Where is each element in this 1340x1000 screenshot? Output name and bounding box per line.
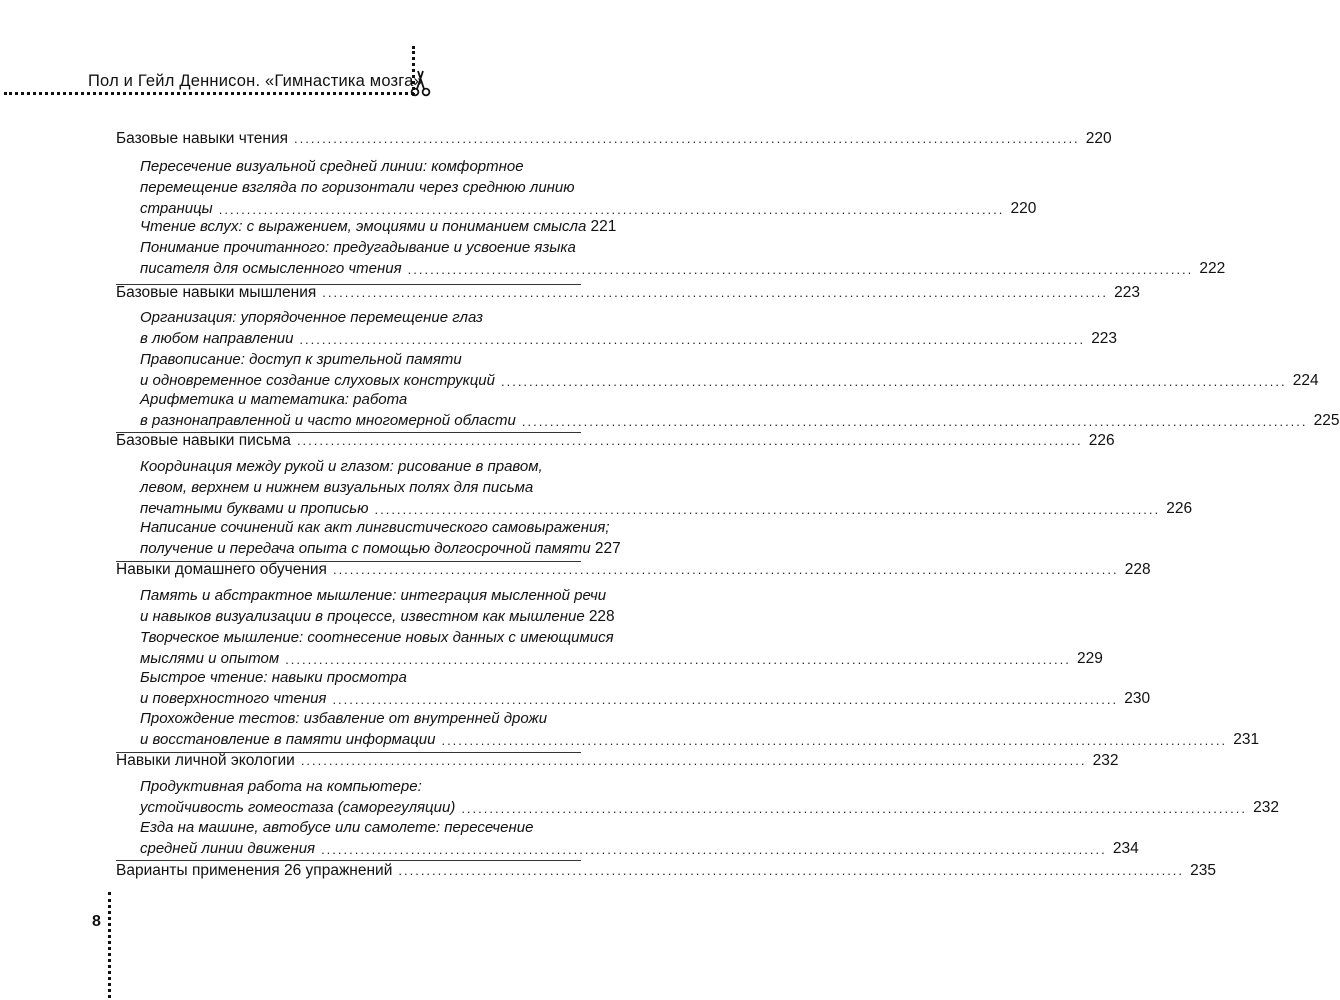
toc-entry-text: писателя для осмысленного чтения — [140, 260, 402, 277]
toc-section-title: Варианты применения 26 упражнений — [116, 862, 393, 879]
toc-entry-text: печатными буквами и прописью — [140, 500, 369, 517]
section-divider — [116, 860, 581, 861]
toc-entry-text: страницы — [140, 200, 213, 217]
toc-page-number: 221 — [590, 218, 617, 235]
toc-page-number: 234 — [1112, 840, 1139, 857]
running-header: Пол и Гейл Деннисон. «Гимнастика мозга» — [88, 72, 423, 90]
toc-entry-line: Езда на машине, автобусе или самолете: пересечение — [140, 819, 534, 836]
toc-page-number: 220 — [1010, 200, 1037, 217]
toc-page-number: 222 — [1199, 260, 1226, 277]
toc-entry-text: и одновременное создание слуховых конструкций — [140, 372, 495, 389]
toc-entry-line: Пересечение визуальной средней линии: комфортное — [140, 158, 524, 175]
toc-entry[interactable] — [140, 627, 1103, 669]
toc-entry-line: Быстрое чтение: навыки просмотра — [140, 669, 407, 686]
toc-entry[interactable] — [140, 585, 615, 627]
toc-entry-line: Прохождение тестов: избавление от внутренней дрожи — [140, 710, 548, 727]
toc-section-title: Базовые навыки письма — [116, 432, 291, 449]
toc-page-number: 230 — [1124, 690, 1151, 707]
toc-entry[interactable] — [140, 667, 1151, 709]
toc-entry[interactable] — [140, 216, 617, 237]
toc-section-title: Базовые навыки мышления — [116, 284, 317, 301]
toc-section-reading[interactable] — [116, 130, 1112, 148]
toc-page-number: 224 — [1292, 372, 1319, 389]
toc-entry-text: и восстановление в памяти информации — [140, 731, 436, 748]
toc-page-number: 226 — [1088, 432, 1115, 449]
toc-entry-text: Чтение вслух: с выражением, эмоциями и пониманием смысла — [140, 218, 587, 235]
toc-page-number: 228 — [588, 608, 615, 625]
toc-entry-text: и навыков визуализации в процессе, известном как мышление — [140, 608, 585, 625]
toc-entry[interactable] — [140, 389, 1340, 431]
toc-entry[interactable] — [140, 237, 1226, 279]
toc-page-number: 235 — [1190, 862, 1217, 879]
scissors-icon — [408, 68, 434, 98]
toc-entry-line: левом, верхнем и нижнем визуальных полях для письма — [140, 479, 534, 496]
toc-entry-line: Организация: упорядоченное перемещение глаз — [140, 309, 483, 326]
footer-vertical-cut-line — [108, 892, 111, 998]
toc-section-writing[interactable] — [116, 432, 1115, 450]
toc-entry-text: в разнонаправленной и часто многомерной области — [140, 412, 516, 429]
dot-leader: ............................................................................................................................................ — [296, 433, 1083, 448]
header-cut-line — [4, 92, 414, 95]
toc-entry[interactable] — [140, 517, 621, 559]
toc-page-number: 231 — [1233, 731, 1260, 748]
dot-leader: ............................................................................................................................................ — [322, 285, 1108, 300]
dot-leader: ............................................................................................................................................ — [299, 332, 1086, 347]
dot-leader: ............................................................................................................................................ — [332, 692, 1119, 707]
toc-entry[interactable] — [140, 456, 1193, 519]
toc-section-home-learning[interactable] — [116, 561, 1151, 579]
dot-leader: ............................................................................................................................................ — [500, 374, 1287, 389]
toc-section-title: Навыки личной экологии — [116, 752, 295, 769]
dot-leader: ............................................................................................................................................ — [332, 562, 1119, 577]
dot-leader: ............................................................................................................................................ — [441, 733, 1228, 748]
toc-entry-line: Продуктивная работа на компьютере: — [140, 778, 422, 795]
toc-entry-line: перемещение взгляда по горизонтали через среднюю линию — [140, 179, 575, 196]
dot-leader: ............................................................................................................................................ — [398, 863, 1185, 878]
toc-page-number: 220 — [1085, 130, 1112, 147]
toc-page-number: 228 — [1124, 561, 1151, 578]
toc-entry-line: Координация между рукой и глазом: рисование в правом, — [140, 458, 543, 475]
toc-section-personal-ecology[interactable] — [116, 752, 1119, 770]
toc-page-number: 223 — [1114, 284, 1140, 301]
toc-entry-line: Написание сочинений как акт лингвистического самовыражения; — [140, 519, 610, 536]
toc-entry-text: мыслями и опытом — [140, 650, 280, 667]
dot-leader: ............................................................................................................................................ — [294, 131, 1080, 146]
toc-entry[interactable] — [140, 156, 1037, 219]
page-number: 8 — [92, 913, 101, 930]
toc-page-number: 227 — [594, 540, 621, 557]
toc-section-variants[interactable] — [116, 862, 1217, 880]
toc-entry-line: Память и абстрактное мышление: интеграция мысленной речи — [140, 587, 607, 604]
dot-leader: ............................................................................................................................................ — [374, 502, 1161, 517]
dot-leader: ............................................................................................................................................ — [285, 652, 1071, 667]
toc-entry-text: получение и передача опыта с помощью долгосрочной памяти — [140, 540, 591, 557]
toc-section-thinking[interactable] — [116, 284, 1140, 302]
toc-section-title: Навыки домашнего обучения — [116, 561, 327, 578]
toc-entry[interactable] — [140, 708, 1260, 750]
dot-leader: ............................................................................................................................................ — [300, 753, 1087, 768]
toc-entry[interactable] — [140, 817, 1139, 859]
toc-page-number: 232 — [1253, 799, 1279, 816]
toc-page-number: 225 — [1313, 412, 1340, 429]
toc-entry-text: устойчивость гомеостаза (саморегуляции) — [140, 799, 456, 816]
toc-entry[interactable] — [140, 776, 1279, 818]
dot-leader: ............................................................................................................................................ — [461, 801, 1247, 816]
toc-page-number: 232 — [1092, 752, 1119, 769]
dot-leader: ............................................................................................................................................ — [521, 414, 1308, 429]
toc-page-number: 229 — [1076, 650, 1103, 667]
toc-entry[interactable] — [140, 307, 1118, 349]
toc-entry[interactable] — [140, 349, 1319, 391]
dot-leader: ............................................................................................................................................ — [321, 842, 1107, 857]
toc-page-number: 226 — [1166, 500, 1193, 517]
toc-entry-text: средней линии движения — [140, 840, 316, 857]
toc-entry-line: Понимание прочитанного: предугадывание и усвоение языка — [140, 239, 576, 256]
toc-entry-line: Арифметика и математика: работа — [140, 391, 408, 408]
toc-entry-line: Творческое мышление: соотнесение новых данных с имеющимися — [140, 629, 614, 646]
toc-entry-text: в любом направлении — [140, 330, 294, 347]
dot-leader: ............................................................................................................................................ — [218, 202, 1005, 217]
toc-entry-text: и поверхностного чтения — [140, 690, 327, 707]
toc-entry-line: Правописание: доступ к зрительной памяти — [140, 351, 462, 368]
toc-page-number: 223 — [1091, 330, 1118, 347]
toc-section-title: Базовые навыки чтения — [116, 130, 289, 147]
dot-leader: ............................................................................................................................................ — [407, 262, 1194, 277]
